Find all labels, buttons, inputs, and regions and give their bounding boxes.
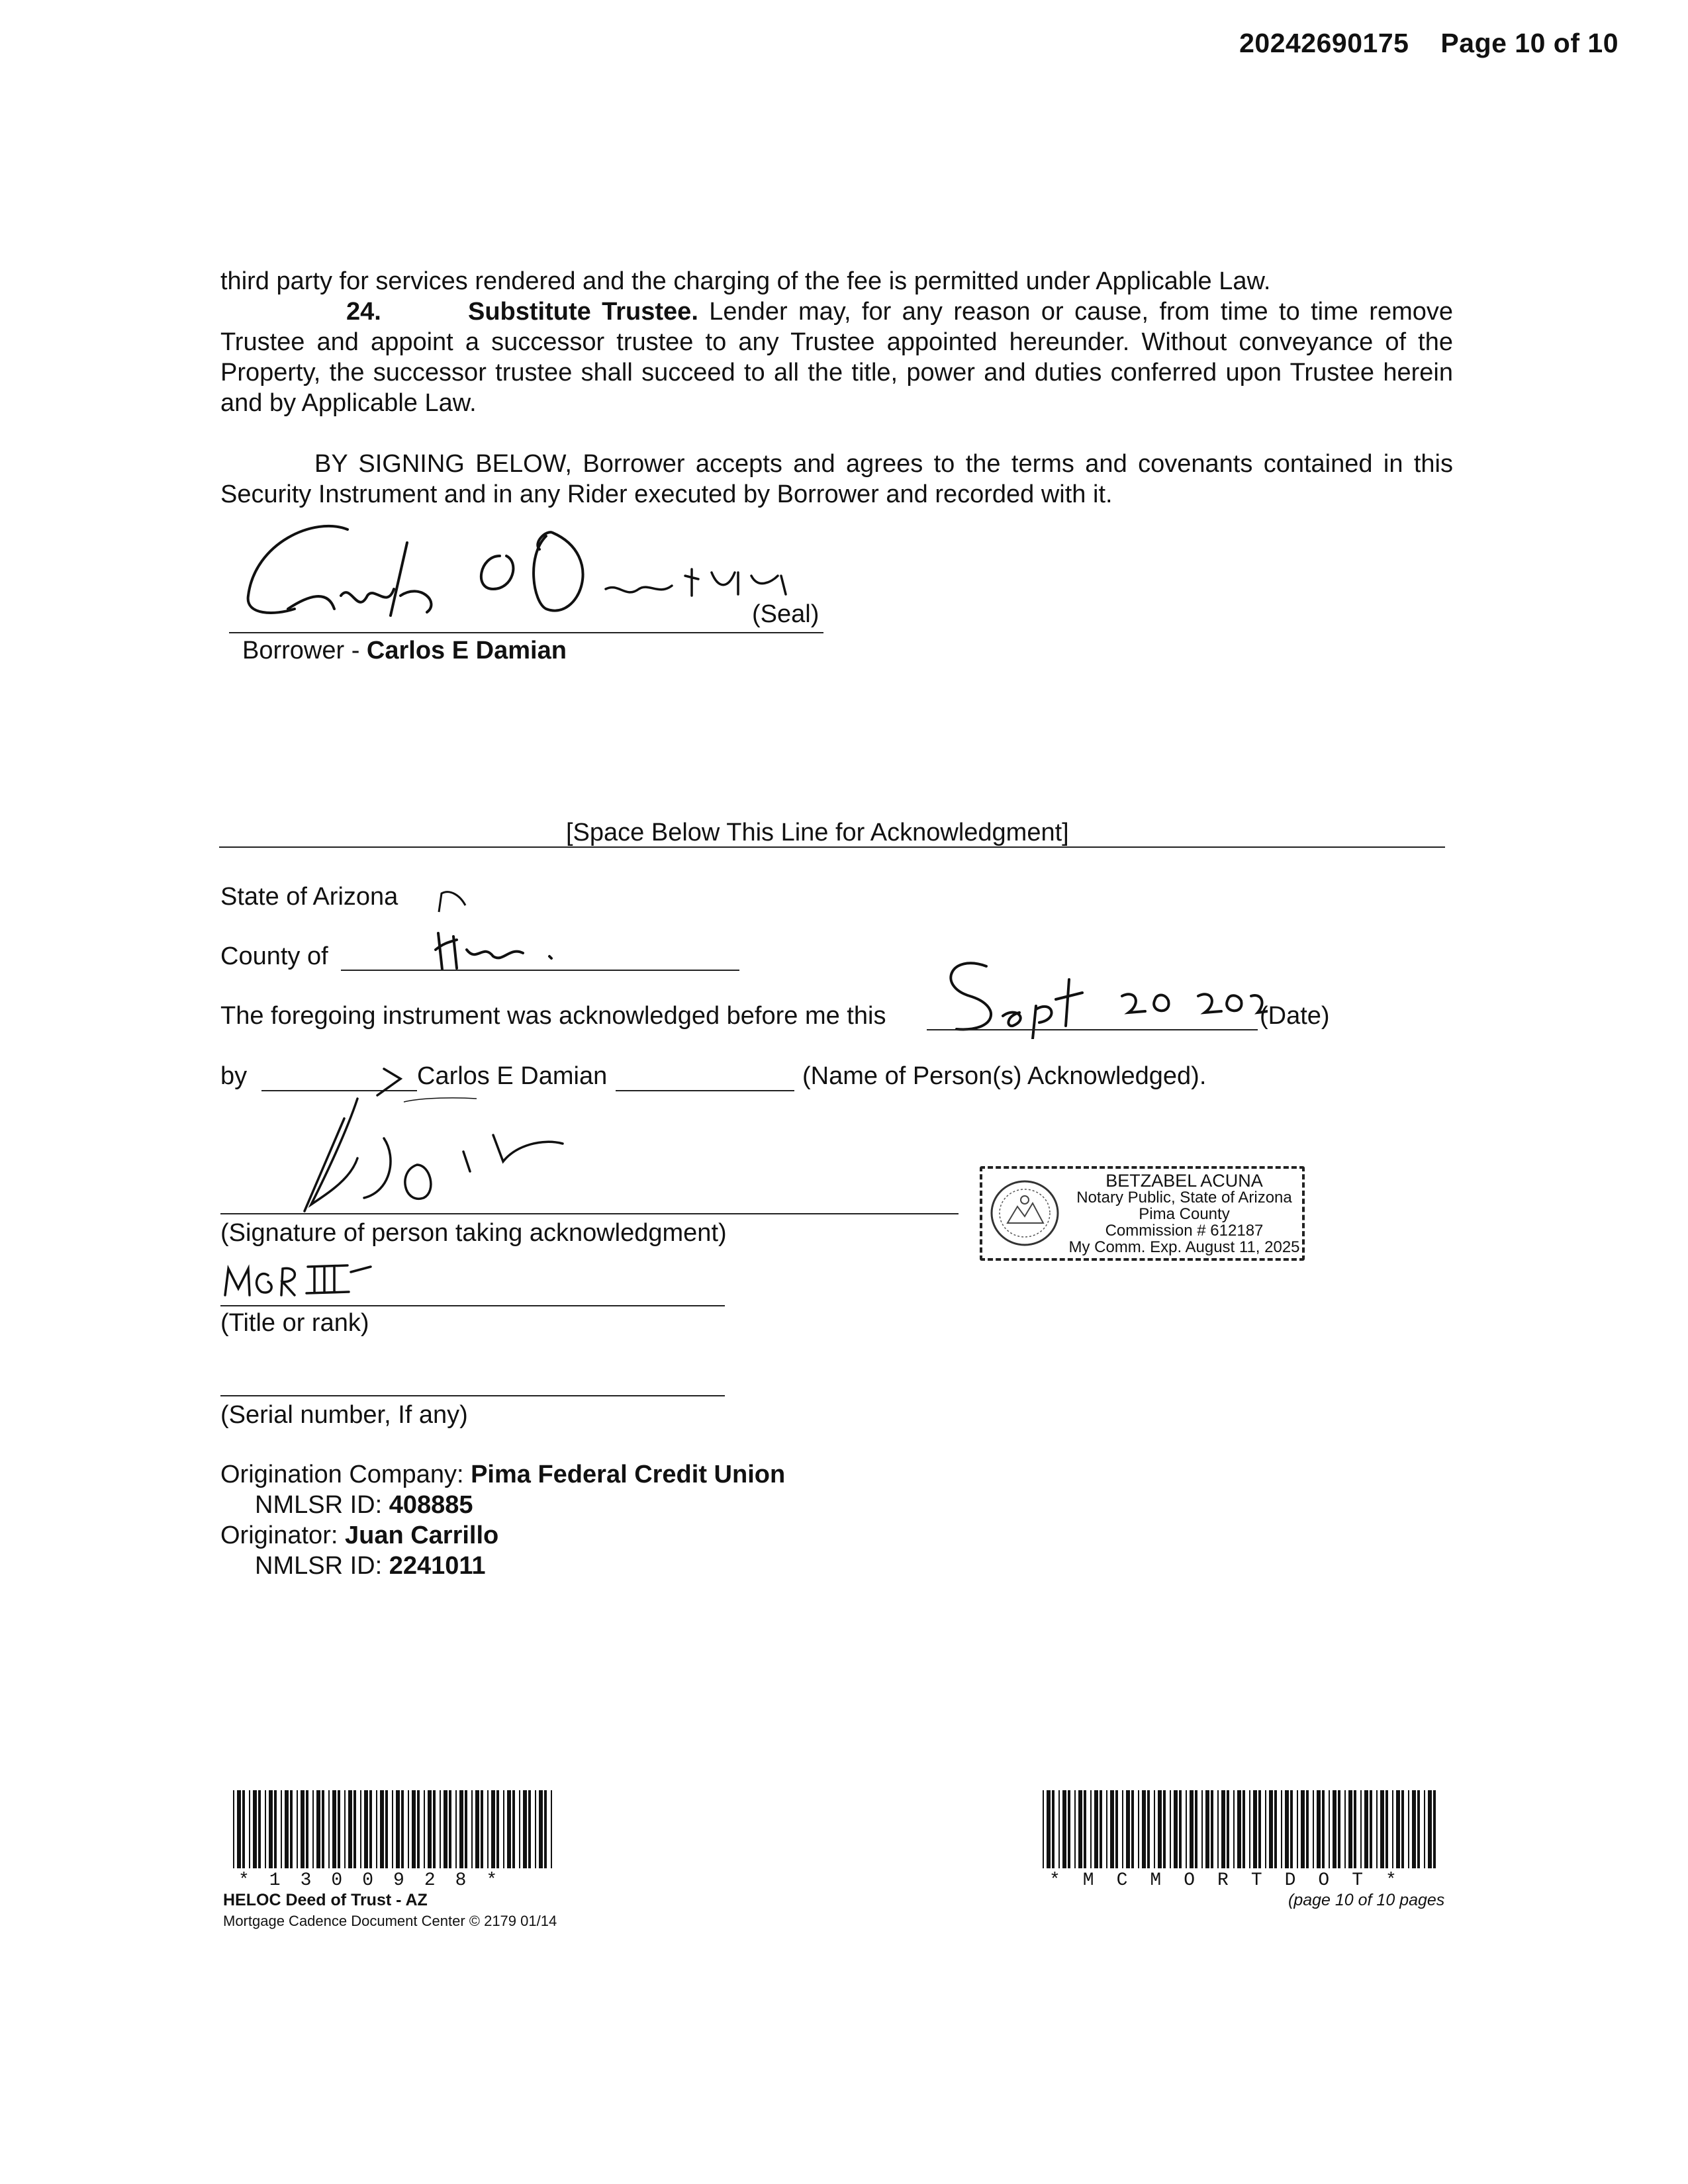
borrower-role-label: Borrower -	[242, 637, 367, 664]
notary-expiration: My Comm. Exp. August 11, 2025	[1068, 1238, 1300, 1256]
barcode-bar	[1360, 1790, 1362, 1868]
notary-commission: Commission # 612187	[1105, 1222, 1264, 1240]
barcode-bar	[459, 1790, 463, 1868]
barcode-bar	[428, 1790, 432, 1868]
barcode-bar	[1201, 1790, 1203, 1868]
barcode-bar	[1078, 1790, 1082, 1868]
barcode-bar	[1227, 1790, 1229, 1868]
barcode-bar	[424, 1790, 425, 1868]
barcode-bar	[1376, 1790, 1378, 1868]
barcode-bar	[491, 1790, 495, 1868]
barcode-bar	[1433, 1790, 1436, 1868]
barcode-bar	[1158, 1790, 1162, 1868]
barcode-bar	[285, 1790, 289, 1868]
section-24-paragraph	[220, 296, 1453, 418]
foregoing-label: The foregoing instrument was acknowledged before me this	[220, 1002, 886, 1030]
barcode-bar	[1100, 1790, 1102, 1868]
barcode-bar	[1163, 1790, 1166, 1868]
barcode-bar	[449, 1790, 451, 1868]
barcode-bar	[1195, 1790, 1197, 1868]
barcode-bar	[1110, 1790, 1114, 1868]
borrower-signature-line	[229, 632, 823, 633]
barcode-bar	[1338, 1790, 1340, 1868]
barcode-bar	[265, 1790, 266, 1868]
barcode-bar	[1333, 1790, 1336, 1868]
barcode-bar	[290, 1790, 293, 1868]
acknowledged-person-name: Carlos E Damian	[417, 1062, 608, 1090]
fee-paragraph-end: third party for services rendered and the charging of the fee is permitted under Applicable Law.	[220, 267, 1271, 295]
barcode-bar	[544, 1790, 547, 1868]
barcode-bar	[433, 1790, 436, 1868]
barcode-bar	[1329, 1790, 1330, 1868]
date-handwritten-value	[923, 953, 1268, 1039]
state-check-mark	[434, 886, 473, 919]
barcode-bar	[1396, 1790, 1400, 1868]
date-suffix: (Date)	[1260, 1002, 1330, 1030]
record-number: 20242690175	[1239, 28, 1409, 58]
barcode-bar	[392, 1790, 393, 1868]
barcode-bar	[1221, 1790, 1225, 1868]
originator-nmlsr-line	[255, 1552, 486, 1580]
barcode-bar	[1424, 1790, 1425, 1868]
barcode-bar	[1170, 1790, 1171, 1868]
barcode-bar	[465, 1790, 467, 1868]
barcode-bar	[242, 1790, 245, 1868]
barcode-bar	[1186, 1790, 1187, 1868]
barcode-bar	[1408, 1790, 1409, 1868]
barcode-bar	[274, 1790, 277, 1868]
barcode-bar	[535, 1790, 536, 1868]
barcode-bar	[1237, 1790, 1241, 1868]
barcode-bar	[496, 1790, 499, 1868]
barcode-bar	[385, 1790, 388, 1868]
barcode-bar	[1179, 1790, 1182, 1868]
county-line	[341, 970, 739, 971]
company-nmlsr-line	[255, 1491, 473, 1520]
barcode-bar	[1281, 1790, 1282, 1868]
originator-line	[220, 1522, 498, 1550]
barcode-bar	[1301, 1790, 1305, 1868]
title-handwritten-value	[222, 1259, 381, 1305]
barcode-bar	[1348, 1790, 1352, 1868]
notary-name: BETZABEL ACUNA	[1105, 1171, 1263, 1191]
acknowledgment-divider-line	[219, 846, 1445, 848]
barcode-bar	[249, 1790, 250, 1868]
barcode-bar	[1364, 1790, 1368, 1868]
barcode-bar	[503, 1790, 504, 1868]
barcode-bar	[1211, 1790, 1213, 1868]
barcode-bar	[376, 1790, 377, 1868]
notary-stamp	[980, 1166, 1305, 1261]
notary-signature-line	[220, 1213, 959, 1214]
barcode-bar	[1084, 1790, 1086, 1868]
title-line	[220, 1305, 725, 1306]
barcode-bar	[1313, 1790, 1314, 1868]
barcode-bar	[1062, 1790, 1066, 1868]
borrower-caption	[242, 637, 567, 665]
origination-company-line	[220, 1461, 785, 1489]
barcode-bar	[364, 1790, 368, 1868]
barcode-bar	[1094, 1790, 1098, 1868]
barcode-bar	[332, 1790, 336, 1868]
form-title: HELOC Deed of Trust - AZ	[223, 1891, 428, 1909]
barcode-bar	[322, 1790, 324, 1868]
barcode-bar	[1058, 1790, 1060, 1868]
barcode-bar	[481, 1790, 483, 1868]
seal-label: (Seal)	[752, 600, 820, 628]
county-label: County of	[220, 942, 328, 970]
barcode-bar	[1249, 1790, 1250, 1868]
serial-caption: (Serial number, If any)	[220, 1401, 468, 1429]
barcode-bar	[1190, 1790, 1194, 1868]
originator-nmlsr-value: 2241011	[389, 1552, 486, 1580]
barcode-bar	[1147, 1790, 1150, 1868]
title-caption: (Title or rank)	[220, 1309, 369, 1337]
section-24-title: Substitute Trustee.	[467, 298, 698, 326]
barcode-bar	[1142, 1790, 1146, 1868]
notary-title: Notary Public, State of Arizona	[1076, 1189, 1292, 1206]
page-header	[1239, 28, 1618, 59]
barcode-bar	[1174, 1790, 1178, 1868]
acknowledged-person-suffix: (Name of Person(s) Acknowledged).	[802, 1062, 1207, 1090]
barcode-bar	[412, 1790, 416, 1868]
barcode-bar	[1138, 1790, 1139, 1868]
barcode-bar	[1205, 1790, 1209, 1868]
barcode-bar	[1354, 1790, 1356, 1868]
barcode-bar	[1126, 1790, 1130, 1868]
barcode-bar	[316, 1790, 320, 1868]
date-line	[927, 1029, 1258, 1030]
borrower-name: Carlos E Damian	[366, 637, 567, 664]
barcode-bar	[1380, 1790, 1384, 1868]
barcode-bar	[519, 1790, 520, 1868]
barcode-bar	[1290, 1790, 1293, 1868]
barcode-bar	[269, 1790, 273, 1868]
barcode-bar	[1052, 1790, 1055, 1868]
barcode-bar	[396, 1790, 400, 1868]
barcode-bar	[1401, 1790, 1404, 1868]
barcode-bar	[1322, 1790, 1325, 1868]
barcode-bar	[281, 1790, 282, 1868]
barcode-right-text: *MCMORTDOT*	[1049, 1870, 1419, 1891]
barcode-bar	[417, 1790, 420, 1868]
barcode-bar	[1412, 1790, 1416, 1868]
barcode-bar	[1297, 1790, 1298, 1868]
barcode-left-text: *1300928*	[238, 1870, 518, 1891]
acknowledgment-divider-label: [Space Below This Line for Acknowledgment]	[566, 819, 1069, 846]
barcode-bar	[338, 1790, 340, 1868]
company-nmlsr-label: NMLSR ID:	[255, 1491, 389, 1519]
barcode-bar	[328, 1790, 330, 1868]
section-24-text: Lender may, for any reason or cause, from time to time remove Trustee and appoint a successor trustee to any Trustee appointed hereunder. Without conveyance of the Property, the successor trustee shall succeed to all the title, power and duties conferred upon Trustee herein and by Applicable Law.	[220, 298, 1453, 417]
state-label: State of Arizona	[220, 883, 399, 911]
barcode-bar	[1317, 1790, 1321, 1868]
by-label: by	[220, 1062, 248, 1090]
origination-company-value: Pima Federal Credit Union	[471, 1461, 786, 1488]
barcode-bar	[1106, 1790, 1107, 1868]
barcode-bar	[1285, 1790, 1289, 1868]
barcode-bar	[539, 1790, 543, 1868]
barcode-bar	[507, 1790, 511, 1868]
barcode-bar	[455, 1790, 457, 1868]
barcode-bar	[237, 1790, 241, 1868]
company-nmlsr-value: 408885	[389, 1491, 473, 1519]
section-24-number: 24.	[346, 298, 381, 326]
barcode-bar	[1370, 1790, 1372, 1868]
barcode-bar	[1074, 1790, 1076, 1868]
barcode-bar	[444, 1790, 447, 1868]
barcode-bar	[1115, 1790, 1118, 1868]
barcode-bar	[1154, 1790, 1155, 1868]
notary-county: Pima County	[1139, 1205, 1230, 1223]
barcode-bar	[471, 1790, 473, 1868]
barcode-bar	[1253, 1790, 1257, 1868]
barcode-bar	[312, 1790, 314, 1868]
barcode-bar	[380, 1790, 384, 1868]
barcode-bar	[353, 1790, 356, 1868]
barcode-bar	[1385, 1790, 1388, 1868]
county-handwritten-value	[430, 923, 576, 976]
barcode-bar	[253, 1790, 257, 1868]
arizona-seal-icon	[988, 1177, 1062, 1250]
page-note: (page 10 of 10 pages	[1288, 1891, 1445, 1909]
barcode-bar	[1306, 1790, 1309, 1868]
barcode-bar	[1274, 1790, 1277, 1868]
barcode-bar	[440, 1790, 441, 1868]
barcode-bar	[523, 1790, 527, 1868]
barcode-bar	[301, 1790, 305, 1868]
barcode-bar	[1131, 1790, 1134, 1868]
barcode-bar	[408, 1790, 409, 1868]
barcode-bar	[1043, 1790, 1044, 1868]
barcode-bar	[1428, 1790, 1432, 1868]
barcode-bar	[1265, 1790, 1266, 1868]
form-source: Mortgage Cadence Document Center © 2179 01/14	[223, 1913, 557, 1929]
barcode-bar	[1122, 1790, 1123, 1868]
barcode-bar	[258, 1790, 261, 1868]
borrower-signature	[235, 516, 831, 635]
signing-paragraph: BY SIGNING BELOW, Borrower accepts and agrees to the terms and covenants contained in this Security Instrument and in any Rider executed by Borrower and recorded with it.	[220, 450, 1453, 508]
barcode-bar	[348, 1790, 352, 1868]
barcode-bar	[1217, 1790, 1219, 1868]
barcode-bar	[487, 1790, 489, 1868]
barcode-bar	[344, 1790, 346, 1868]
barcode-bar	[1068, 1790, 1070, 1868]
barcode-bar	[1344, 1790, 1346, 1868]
barcode-bar	[1392, 1790, 1393, 1868]
originator-value: Juan Carrillo	[344, 1522, 499, 1549]
barcode-bar	[512, 1790, 515, 1868]
barcode-bar	[1258, 1790, 1261, 1868]
by-line-right	[616, 1090, 794, 1091]
notary-stamp-text	[1068, 1173, 1300, 1255]
notary-signature-caption: (Signature of person taking acknowledgment)	[220, 1219, 727, 1247]
barcode-bar	[1417, 1790, 1420, 1868]
origination-company-label: Origination Company:	[220, 1461, 471, 1488]
barcode-bar	[1090, 1790, 1092, 1868]
barcode-bar	[1233, 1790, 1235, 1868]
originator-nmlsr-label: NMLSR ID:	[255, 1552, 389, 1580]
barcode-bar	[360, 1790, 361, 1868]
barcode-bar	[297, 1790, 298, 1868]
serial-line	[220, 1395, 725, 1396]
barcode-bar	[475, 1790, 479, 1868]
barcode-bar	[306, 1790, 308, 1868]
barcode-bar	[1047, 1790, 1051, 1868]
barcode-bar	[551, 1790, 552, 1868]
barcode-bar	[233, 1790, 234, 1868]
page-label: Page 10 of 10	[1440, 28, 1618, 58]
barcode-bar	[401, 1790, 404, 1868]
originator-label: Originator:	[220, 1522, 345, 1549]
barcode-bar	[1243, 1790, 1245, 1868]
barcode-bar	[528, 1790, 531, 1868]
barcode-bar	[369, 1790, 372, 1868]
barcode-bar	[1269, 1790, 1273, 1868]
